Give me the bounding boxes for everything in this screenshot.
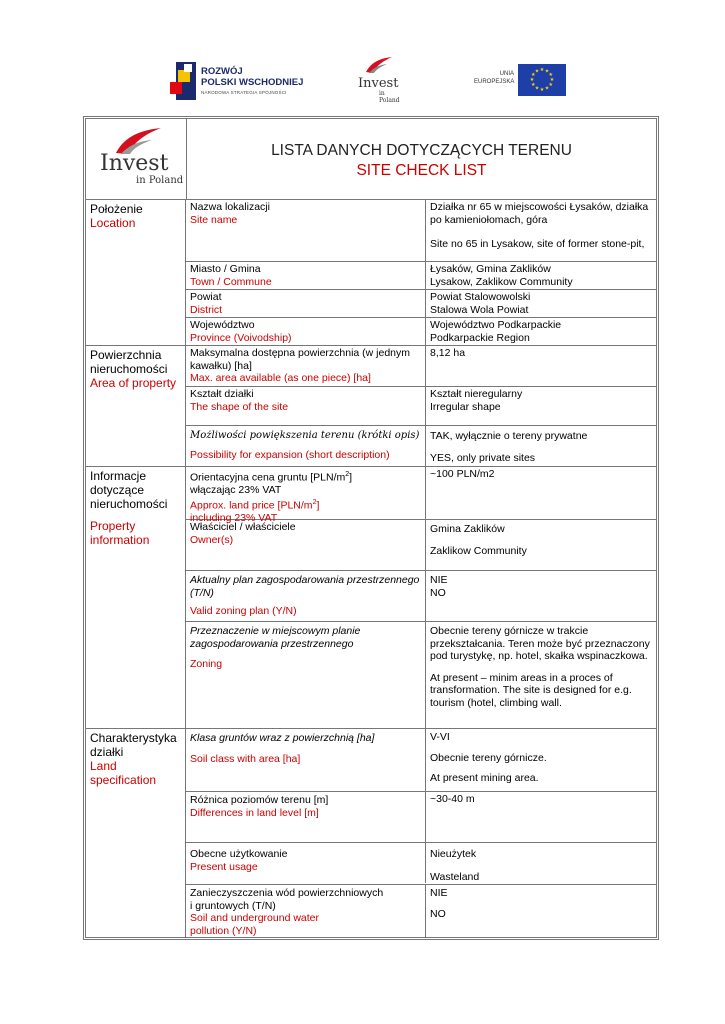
table-row: [186, 519, 656, 570]
province-value-en: Podkarpackie Region: [430, 331, 530, 344]
svg-text:★: ★: [534, 68, 540, 75]
section-land: [86, 728, 656, 937]
town-value-pl: Łysaków, Gmina Zaklików: [430, 263, 551, 275]
invest-small-sub: in Poland: [379, 90, 400, 104]
province-value-pl: Województwo Podkarpackie: [430, 319, 562, 331]
svg-text:★: ★: [548, 72, 553, 78]
district-value-pl: Powiat Stalowowolski: [430, 291, 531, 303]
owner-label-pl: Właściciel / właściciele: [190, 521, 296, 533]
zoning-plan-value-pl: NIE: [430, 574, 448, 586]
province-label-en: Province (Voivodship): [190, 331, 292, 344]
site-name-label-en: Site name: [190, 213, 238, 226]
price-label-en1: [190, 497, 421, 512]
price-label-en1-text: Approx. land price [PLN/m: [190, 499, 313, 511]
title-english: SITE CHECK LIST: [356, 162, 487, 179]
svg-text:★: ★: [544, 85, 550, 92]
zoning-label-en: Zoning: [190, 658, 223, 670]
land-label-en1: Land: [90, 759, 117, 773]
soil-class-value-en: At present mining area.: [430, 772, 539, 784]
price-label-en2: including 23% VAT: [190, 511, 278, 524]
pollution-label-en1: Soil and underground water: [190, 912, 320, 924]
price-value: ~100 PLN/m2: [430, 468, 495, 480]
rpw-line2: POLSKI WSCHODNIEJ: [201, 77, 304, 88]
table-row: [186, 884, 656, 937]
table-row: [186, 791, 656, 842]
zoning-plan-label-en: Valid zoning plan (Y/N): [190, 605, 297, 617]
area-label-en: Area of property: [90, 376, 177, 390]
logo-bar: [0, 52, 725, 108]
rpw-subtitle: NARODOWA STRATEGIA SPÓJNOŚCI: [201, 90, 287, 95]
table-row: [186, 842, 656, 884]
price-label-pl2: włączając 23% VAT: [190, 484, 282, 496]
shape-label-pl: Kształt działki: [190, 388, 254, 400]
price-label-pl1-text: Orientacyjna cena gruntu [PLN/m: [190, 471, 346, 484]
svg-text:★: ★: [531, 82, 536, 88]
pollution-label-pl2: i gruntowych (T/N): [190, 899, 276, 912]
svg-text:★: ★: [548, 82, 553, 88]
zoning-plan-value-en: NO: [430, 586, 446, 599]
soil-class-value: V-VI: [430, 731, 450, 743]
expansion-label-en: Possibility for expansion (short description): [190, 448, 390, 461]
district-value-en: Stalowa Wola Powiat: [430, 303, 529, 316]
level-value: ~30-40 m: [430, 793, 475, 805]
owner-label-en: Owner(s): [190, 533, 234, 546]
usage-value-pl: Nieużytek: [430, 848, 477, 860]
eu-logo: [474, 64, 574, 98]
location-label-pl: Położenie: [90, 202, 143, 216]
district-label-pl: Powiat: [190, 291, 222, 303]
shape-value-pl: Kształt nieregularny: [430, 388, 523, 400]
soil-class-label-pl: Klasa gruntów wraz z powierzchnią [ha]: [190, 732, 375, 744]
svg-text:★: ★: [544, 68, 550, 75]
usage-value-en: Wasteland: [430, 870, 480, 883]
site-name-value-pl: Działka nr 65 w miejscowości Łysaków, działka po kamieniołomach, góra: [430, 201, 649, 226]
section-area: [86, 345, 656, 466]
province-label-pl: Województwo: [190, 319, 255, 331]
table-row: [186, 729, 656, 791]
land-label-en2: specification: [90, 773, 157, 787]
soil-class-label-en: Soil class with area [ha]: [190, 752, 301, 765]
section-location: [86, 199, 656, 345]
table-header-row: [86, 119, 656, 199]
owner-value-pl: Gmina Zaklików: [430, 523, 505, 535]
area-label-pl1: Powierzchnia: [90, 348, 162, 362]
soil-class-value-pl: Obecnie tereny górnicze.: [430, 751, 547, 764]
town-value-en: Lysakow, Zaklikow Community: [430, 275, 573, 288]
pollution-value-pl: NIE: [430, 887, 448, 899]
price-label-pl1-end: ]: [349, 471, 353, 484]
max-area-label-pl: Maksymalna dostępna powierzchnia (w jednym kawałku) [ha]: [190, 347, 411, 372]
area-label-pl2: nieruchomości: [90, 362, 168, 376]
table-row: [186, 289, 656, 317]
pollution-label-en2: pollution (Y/N): [190, 924, 257, 937]
property-label-pl3: nieruchomości: [90, 497, 168, 511]
site-name-label-pl: Nazwa lokalizacji: [190, 201, 270, 213]
invest-small-word: Invest: [358, 76, 399, 91]
zoning-value-en: At present – minim areas in a proces of transformation. The site is designed for e.g. tourism (hotel, climbing wall.: [430, 671, 632, 709]
table-row: [186, 621, 656, 728]
town-label-en: Town / Commune: [190, 275, 272, 288]
svg-text:★: ★: [529, 77, 535, 83]
invest-sub: in Poland: [136, 175, 184, 186]
shape-label-en: The shape of the site: [190, 400, 289, 413]
table-row: [186, 317, 656, 345]
pollution-label-pl1: Zanieczyszczenia wód powierzchniowych: [190, 887, 384, 899]
level-label-en: Differences in land level [m]: [190, 806, 319, 819]
price-label-en1-end: ]: [316, 499, 320, 511]
price-label-pl1-sup: 2: [345, 471, 350, 478]
location-label-en: Location: [90, 216, 136, 230]
svg-text:★: ★: [539, 87, 545, 93]
site-name-value-en: Site no 65 in Lysakow, site of former stone-pit,: [430, 238, 645, 250]
eu-line1: UNIA: [499, 71, 514, 77]
zoning-plan-label-pl: Aktualny plan zagospodarowania przestrzennego (T/N): [190, 574, 420, 599]
expansion-value-en: YES, only private sites: [430, 451, 536, 464]
table-row: [186, 261, 656, 289]
svg-text:★: ★: [539, 67, 545, 73]
rpw-line1: ROZWÓJ: [201, 66, 243, 77]
table-row: [186, 386, 656, 425]
level-label-pl: Różnica poziomów terenu [m]: [190, 794, 329, 806]
property-label-pl1: Informacje: [90, 469, 147, 483]
shape-value-en: Irregular shape: [430, 400, 501, 413]
table-row: [186, 425, 656, 466]
table-row: [186, 467, 656, 524]
eu-flag-icon: [518, 64, 566, 96]
invest-swoosh-icon: [365, 56, 393, 74]
land-label-pl2: działki: [90, 745, 124, 759]
pollution-value-en: NO: [430, 907, 446, 920]
property-label-en1: Property: [90, 519, 136, 533]
price-label-pl1: [190, 469, 421, 484]
town-label-pl: Miasto / Gmina: [190, 263, 261, 275]
rpw-emblem-icon: [170, 60, 196, 100]
usage-label-pl: Obecne użytkowanie: [190, 848, 288, 860]
usage-label-en: Present usage: [190, 860, 258, 873]
max-area-label-en: Max. area available (as one piece) [ha]: [190, 372, 371, 384]
eu-line2: EUROPEJSKA: [474, 79, 515, 85]
site-check-table: [85, 118, 657, 938]
invest-word: Invest: [100, 151, 169, 176]
table-row: [186, 346, 656, 386]
title-polish: LISTA DANYCH DOTYCZĄCYCH TERENU: [271, 142, 572, 159]
invest-in-poland-small-logo: [355, 56, 405, 104]
table-row: [186, 200, 656, 261]
property-label-pl2: dotyczące: [90, 483, 145, 497]
svg-text:★: ★: [549, 77, 555, 83]
property-label-en2: information: [90, 533, 150, 547]
zoning-value-pl: Obecnie tereny górnicze w trakcie przekształcania. Teren może być przeznaczony pod turystykę, np. hotel, skałka wspinaczkowa.: [430, 625, 650, 662]
table-row: [186, 570, 656, 621]
rozwoj-polski-wschodniej-logo: [170, 60, 320, 102]
expansion-label-pl: Możliwości powiększenia terenu (krótki opis): [190, 430, 420, 441]
expansion-value-pl: TAK, wyłącznie o tereny prywatne: [430, 430, 588, 442]
zoning-label-pl: Przeznaczenie w miejscowym planie zagospodarowania przestrzennego: [190, 625, 361, 650]
price-label-en1-sup: 2: [312, 498, 317, 506]
owner-value-en: Zaklikow Community: [430, 544, 527, 557]
invest-in-poland-logo: [86, 119, 187, 199]
max-area-value: 8,12 ha: [430, 347, 466, 359]
land-label-pl1: Charakterystyka: [90, 731, 177, 745]
section-property: [86, 466, 656, 728]
svg-text:★: ★: [534, 85, 540, 92]
district-label-en: District: [190, 303, 223, 316]
svg-text:★: ★: [531, 72, 536, 78]
